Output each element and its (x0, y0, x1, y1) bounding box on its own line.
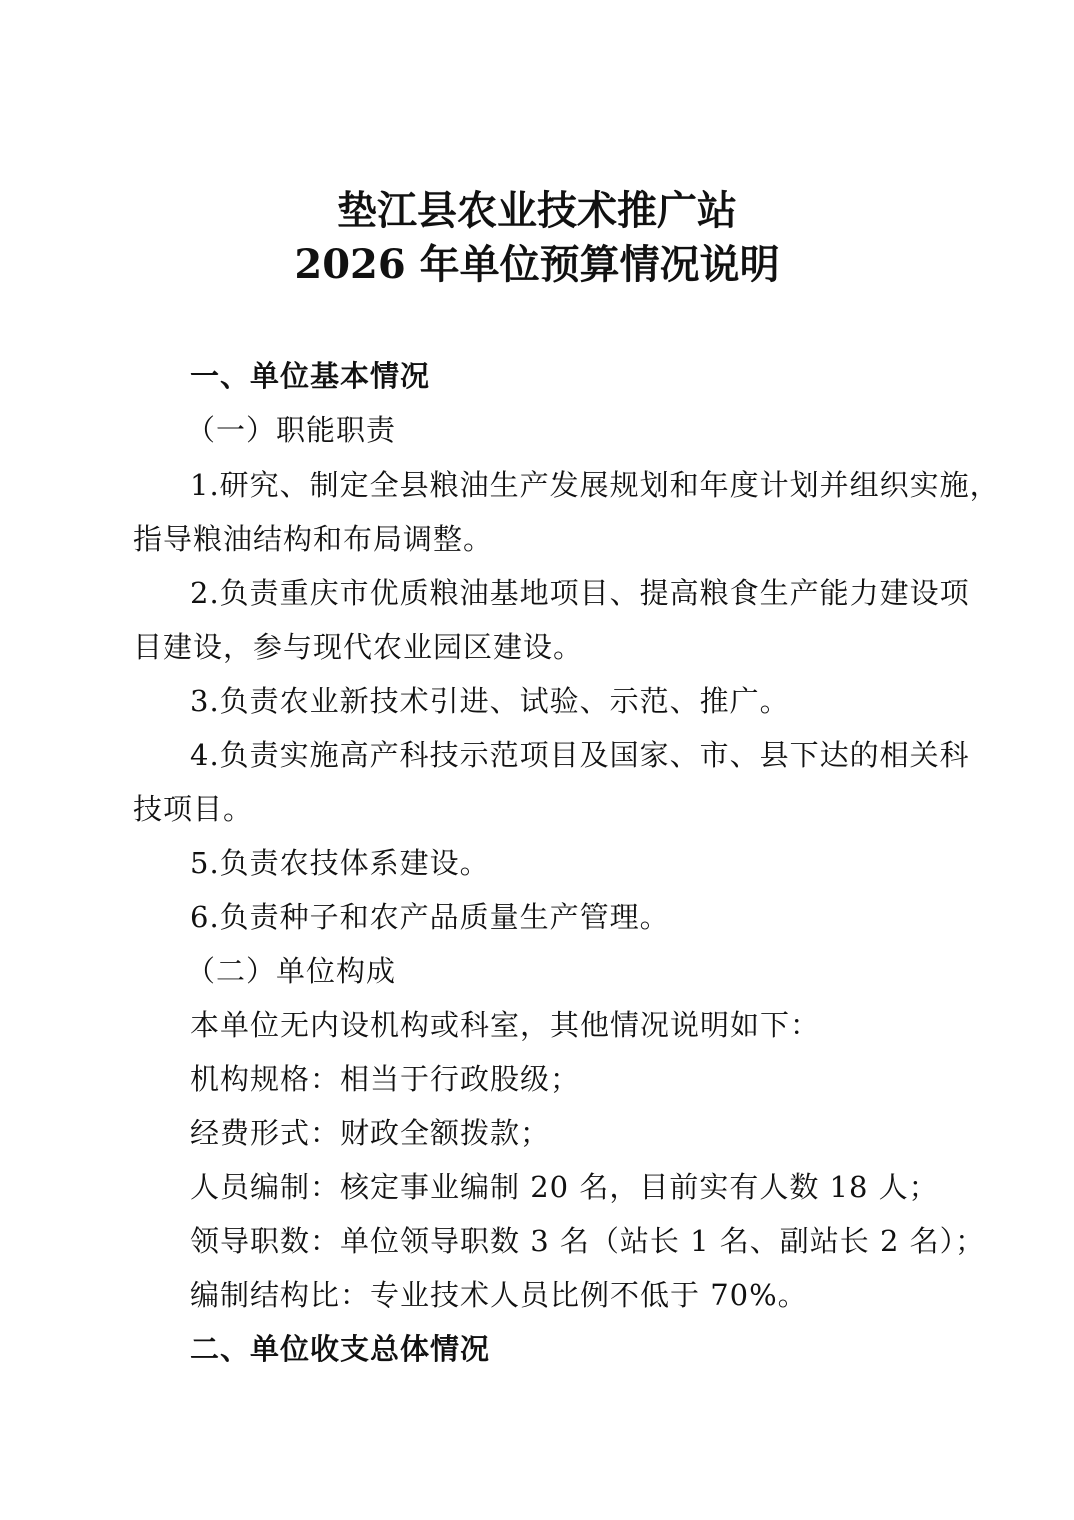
duty-1-line-2: 指导粮油结构和布局调整。 (133, 522, 494, 556)
composition-line-3: 经费形式：财政全额拨款； (190, 1116, 551, 1150)
duty-4-line-1: 4.负责实施高产科技示范项目及国家、市、县下达的相关科 (190, 738, 970, 772)
subsection-2-heading: （二）单位构成 (186, 954, 397, 988)
section-2-heading: 二、单位收支总体情况 (190, 1332, 491, 1366)
composition-line-2: 机构规格：相当于行政股级； (190, 1062, 581, 1096)
document-title-line-2: 2026 年单位预算情况说明 (294, 241, 780, 288)
duty-5-line-1: 5.负责农技体系建设。 (190, 846, 490, 880)
duty-2-line-2: 目建设，参与现代农业园区建设。 (133, 630, 584, 664)
document-title-line-1: 垫江县农业技术推广站 (337, 187, 737, 234)
duty-1-line-1: 1.研究、制定全县粮油生产发展规划和年度计划并组织实施， (190, 468, 1000, 502)
section-1-heading: 一、单位基本情况 (190, 359, 431, 393)
composition-line-5: 领导职数：单位领导职数 3 名（站长 1 名、副站长 2 名）； (190, 1224, 986, 1258)
duty-4-line-2: 技项目。 (133, 792, 254, 826)
composition-line-4: 人员编制：核定事业编制 20 名，目前实有人数 18 人； (190, 1170, 939, 1204)
composition-line-1: 本单位无内设机构或科室，其他情况说明如下： (190, 1008, 821, 1042)
duty-6-line-1: 6.负责种子和农产品质量生产管理。 (190, 900, 670, 934)
duty-2-line-1: 2.负责重庆市优质粮油基地项目、提高粮食生产能力建设项 (190, 576, 970, 610)
duty-3-line-1: 3.负责农业新技术引进、试验、示范、推广。 (190, 684, 790, 718)
subsection-1-heading: （一）职能职责 (186, 413, 397, 447)
composition-line-6: 编制结构比：专业技术人员比例不低于 70%。 (190, 1278, 808, 1312)
